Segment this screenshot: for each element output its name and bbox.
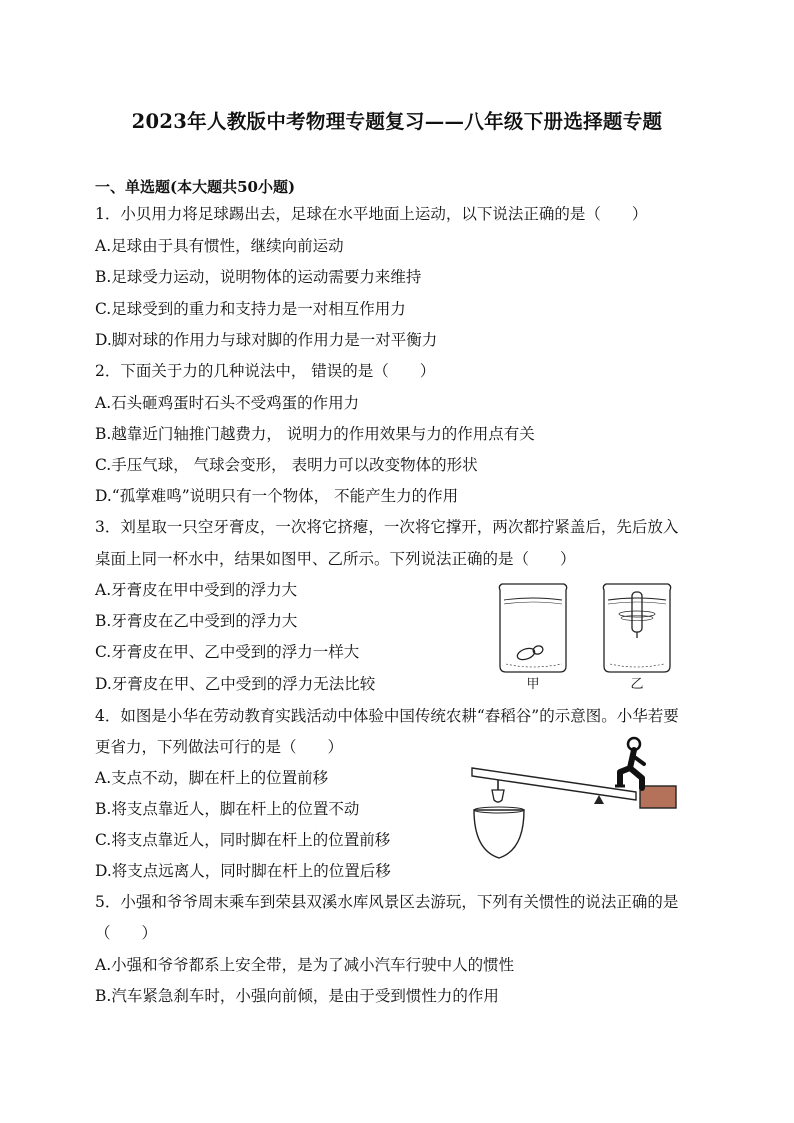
- q1-option-b: B.足球受力运动，说明物体的运动需要力来维持: [95, 268, 422, 286]
- q3-option-c: C.牙膏皮在甲、乙中受到的浮力一样大: [95, 643, 360, 661]
- q3-stem-line2: 桌面上同一杯水中，结果如图甲、乙所示。下列说法正确的是（ ）: [95, 550, 576, 568]
- q5-option-a: A.小强和爷爷都系上安全带，是为了减小汽车行驶中人的惯性: [95, 956, 515, 974]
- q5-stem-line1: 5．小强和爷爷周末乘车到荣县双溪水库风景区去游玩，下列有关惯性的说法正确的是: [95, 893, 679, 911]
- q2-stem: 2．下面关于力的几种说法中， 错误的是（ ）: [95, 362, 436, 380]
- q3-option-a: A.牙膏皮在甲中受到的浮力大: [95, 581, 298, 599]
- q4-stem-line2: 更省力，下列做法可行的是（ ）: [95, 738, 344, 756]
- q2-option-a: A.石头砸鸡蛋时石头不受鸡蛋的作用力: [95, 394, 360, 412]
- q1-stem: 1．小贝用力将足球踢出去，足球在水平地面上运动，以下说法正确的是（ ）: [95, 205, 648, 223]
- beaker-icon: [499, 584, 670, 672]
- q4-lever-figure: [468, 734, 682, 880]
- q4-option-a: A.支点不动，脚在杆上的位置前移: [95, 769, 329, 787]
- q5-stem-line2: （ ）: [95, 924, 158, 942]
- q1-option-a: A.足球由于具有惯性，继续向前运动: [95, 237, 344, 255]
- q4-option-b: B.将支点靠近人，脚在杆上的位置不动: [95, 800, 360, 818]
- q3-option-b: B.牙膏皮在乙中受到的浮力大: [95, 612, 298, 630]
- lever-machine-icon: [472, 738, 676, 858]
- q4-stem-line1: 4．如图是小华在劳动教育实践活动中体验中国传统农耕“舂稻谷”的示意图。小华若要: [95, 707, 679, 725]
- q4-option-c: C.将支点靠近人，同时脚在杆上的位置前移: [95, 831, 391, 849]
- q1-option-d: D.脚对球的作用力与球对脚的作用力是一对平衡力: [95, 331, 438, 349]
- figure-label-jia: 甲: [526, 677, 540, 692]
- figure-label-yi: 乙: [630, 677, 644, 692]
- q4-option-d: D.将支点远离人，同时脚在杆上的位置后移: [95, 862, 391, 880]
- q2-option-c: C.手压气球， 气球会变形， 表明力可以改变物体的形状: [95, 456, 478, 474]
- q3-stem-line1: 3．刘星取一只空牙膏皮，一次将它挤瘪，一次将它撑开，两次都拧紧盖后，先后放入: [95, 518, 679, 536]
- page-title: 2023年人教版中考物理专题复习——八年级下册选择题专题: [131, 110, 663, 133]
- q2-option-d: D.“孤掌难鸣”说明只有一个物体， 不能产生力的作用: [95, 487, 459, 505]
- q2-option-b: B.越靠近门轴推门越费力， 说明力的作用效果与力的作用点有关: [95, 425, 535, 443]
- q1-option-c: C.足球受到的重力和支持力是一对相互作用力: [95, 300, 406, 318]
- section-heading: 一、单选题(本大题共50小题): [95, 178, 296, 196]
- q3-option-d: D.牙膏皮在甲、乙中受到的浮力无法比较: [95, 675, 376, 693]
- q5-option-b: B.汽车紧急刹车时，小强向前倾，是由于受到惯性力的作用: [95, 987, 499, 1005]
- q3-beaker-figure: [492, 578, 682, 693]
